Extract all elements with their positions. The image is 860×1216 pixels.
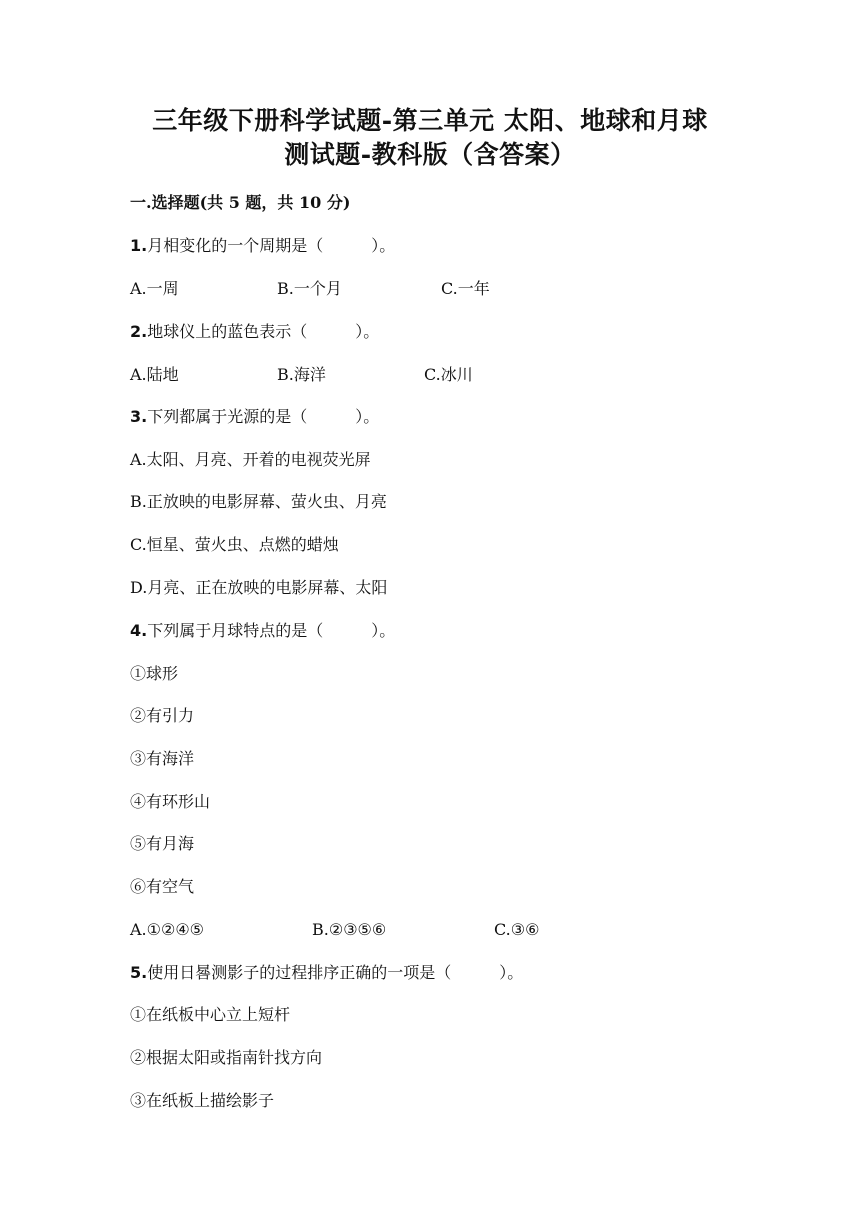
q3-option-a: A.太阳、月亮、开着的电视荧光屏 bbox=[130, 450, 371, 469]
q4-option-a: A.①②④⑤ bbox=[130, 920, 205, 939]
q2-option-c: C.冰川 bbox=[424, 365, 473, 384]
q4-item-6: ⑥有空气 bbox=[130, 877, 195, 896]
q4-item-3: ③有海洋 bbox=[130, 749, 195, 768]
question-2 bbox=[130, 321, 379, 343]
question-stem: 使用日晷测影子的过程排序正确的一项是（ ）。 bbox=[147, 963, 524, 982]
q1-option-c: C.一年 bbox=[441, 279, 490, 298]
q4-item-2: ②有引力 bbox=[130, 706, 195, 725]
q5-item-2: ②根据太阳或指南针找方向 bbox=[130, 1048, 323, 1067]
q4-item-4: ④有环形山 bbox=[130, 792, 211, 811]
section-heading: 一.选择题(共 5 题，共 10 分) bbox=[130, 193, 351, 212]
q4-item-5: ⑤有月海 bbox=[130, 834, 195, 853]
question-4 bbox=[130, 620, 395, 642]
page-title-line1: 三年级下册科学试题-第三单元 太阳、地球和月球 bbox=[152, 106, 708, 135]
question-number: 3. bbox=[130, 407, 148, 426]
question-number: 2. bbox=[130, 322, 148, 341]
q3-option-c: C.恒星、萤火虫、点燃的蜡烛 bbox=[130, 535, 339, 554]
q5-item-3: ③在纸板上描绘影子 bbox=[130, 1091, 275, 1110]
page-title-line2: 测试题-教科版（含答案） bbox=[284, 140, 576, 169]
q3-option-b: B.正放映的电影屏幕、萤火虫、月亮 bbox=[130, 492, 387, 511]
q4-option-c: C.③⑥ bbox=[494, 920, 540, 939]
question-stem: 下列属于月球特点的是（ ）。 bbox=[147, 621, 396, 640]
q5-item-1: ①在纸板中心立上短杆 bbox=[130, 1005, 291, 1024]
question-5 bbox=[130, 962, 523, 984]
q3-option-d: D.月亮、正在放映的电影屏幕、太阳 bbox=[130, 578, 388, 597]
q1-option-b: B.一个月 bbox=[277, 279, 342, 298]
question-stem: 月相变化的一个周期是（ ）。 bbox=[147, 236, 396, 255]
question-number: 1. bbox=[130, 236, 148, 255]
question-1 bbox=[130, 235, 395, 257]
q4-item-1: ①球形 bbox=[130, 664, 179, 683]
q2-option-a: A.陆地 bbox=[130, 365, 179, 384]
q4-option-b: B.②③⑤⑥ bbox=[312, 920, 387, 939]
q2-option-b: B.海洋 bbox=[277, 365, 326, 384]
question-3 bbox=[130, 406, 379, 428]
q1-option-a: A.一周 bbox=[130, 279, 179, 298]
question-stem: 下列都属于光源的是（ ）。 bbox=[147, 407, 380, 426]
question-number: 5. bbox=[130, 963, 148, 982]
question-stem: 地球仪上的蓝色表示（ ）。 bbox=[147, 322, 380, 341]
question-number: 4. bbox=[130, 621, 148, 640]
